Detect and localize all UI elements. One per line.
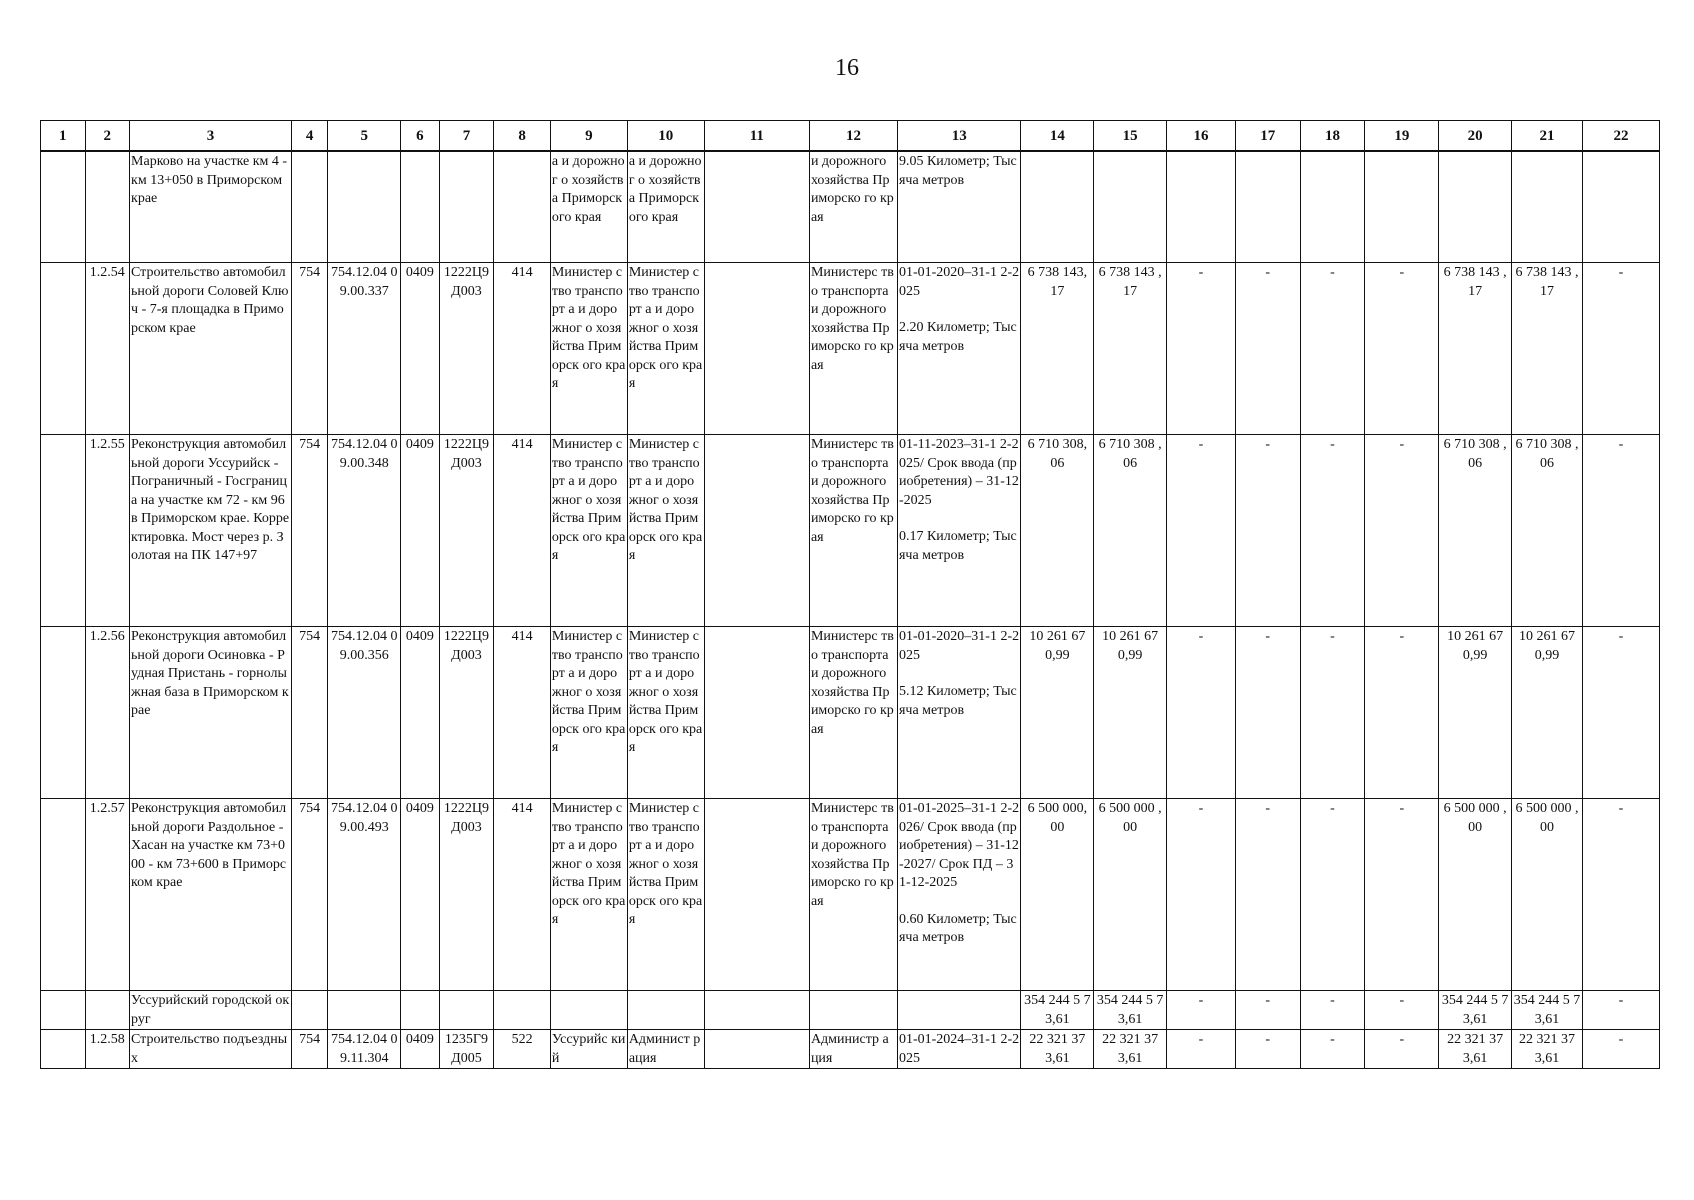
cell-13-capacity: 2.20 Километр; Тысяча метров <box>898 320 1017 354</box>
cell-19: - <box>1365 435 1439 627</box>
cell-18 <box>1300 151 1365 263</box>
cell-5: 754.12.04 09.11.304 <box>328 1030 401 1069</box>
cell-13 <box>897 799 1020 991</box>
cell-6 <box>401 991 439 1030</box>
cell-9: Уссурийс кий <box>550 1030 627 1069</box>
column-header-12: 12 <box>809 121 897 152</box>
cell-9: Министер ство транспорт а и дорожног о хозяйства Приморск ого края <box>550 627 627 799</box>
cell-13 <box>897 627 1020 799</box>
cell-8: 414 <box>494 263 551 435</box>
cell-22 <box>1582 151 1659 263</box>
cell-4: 754 <box>291 799 327 991</box>
cell-18: - <box>1300 1030 1365 1069</box>
cell-17: - <box>1235 263 1300 435</box>
cell-13-capacity: 5.12 Километр; Тысяча метров <box>898 684 1017 718</box>
cell-1 <box>41 151 86 263</box>
cell-row-number: 1.2.54 <box>85 263 130 435</box>
column-header-15: 15 <box>1094 121 1167 152</box>
cell-22: - <box>1582 991 1659 1030</box>
cell-13-period: 01-11-2023–31-1 2-2025/ Срок ввода (приобретения) – 31-12-2025 <box>898 437 1019 508</box>
cell-8 <box>494 991 551 1030</box>
cell-19 <box>1365 151 1439 263</box>
cell-16: - <box>1167 263 1236 435</box>
cell-20: 6 710 308 ,06 <box>1439 435 1512 627</box>
cell-20: 10 261 67 0,99 <box>1439 627 1512 799</box>
cell-21: 6 710 308 ,06 <box>1512 435 1583 627</box>
cell-4: 754 <box>291 435 327 627</box>
cell-row-number: 1.2.55 <box>85 435 130 627</box>
cell-10: а и дорожног о хозяйства Приморск ого края <box>627 151 704 263</box>
cell-16: - <box>1167 991 1236 1030</box>
cell-22: - <box>1582 799 1659 991</box>
cell-18: - <box>1300 627 1365 799</box>
header-row <box>41 121 1660 152</box>
cell-18: - <box>1300 435 1365 627</box>
cell-12: Министерс тво транспорта и дорожного хозяйства Приморско го края <box>809 627 897 799</box>
cell-11 <box>704 151 809 263</box>
cell-21: 10 261 67 0,99 <box>1512 627 1583 799</box>
cell-8: 414 <box>494 799 551 991</box>
cell-12 <box>809 991 897 1030</box>
cell-12: Министерс тво транспорта и дорожного хозяйства Приморско го края <box>809 263 897 435</box>
cell-7: 1222Ц9 Д003 <box>439 435 494 627</box>
cell-5: 754.12.04 09.00.493 <box>328 799 401 991</box>
cell-13: 9.05 Километр; Тысяча метров <box>897 151 1020 263</box>
cell-18: - <box>1300 991 1365 1030</box>
cell-9 <box>550 991 627 1030</box>
column-header-6: 6 <box>401 121 439 152</box>
cell-row-number: 1.2.57 <box>85 799 130 991</box>
cell-16: - <box>1167 1030 1236 1069</box>
cell-21 <box>1512 151 1583 263</box>
cell-18: - <box>1300 799 1365 991</box>
cell-20: 22 321 37 3,61 <box>1439 1030 1512 1069</box>
cell-6 <box>401 151 439 263</box>
cell-4 <box>291 991 327 1030</box>
cell-5: 754.12.04 09.00.337 <box>328 263 401 435</box>
cell-14: 6 738 143, 17 <box>1021 263 1094 435</box>
cell-14: 6 500 000, 00 <box>1021 799 1094 991</box>
page-number: 16 <box>835 55 859 81</box>
cell-1 <box>41 799 86 991</box>
cell-7: 1222Ц9 Д003 <box>439 263 494 435</box>
cell-5: 754.12.04 09.00.348 <box>328 435 401 627</box>
column-header-9: 9 <box>550 121 627 152</box>
cell-7: 1235Г9 Д005 <box>439 1030 494 1069</box>
cell-10: Админист рация <box>627 1030 704 1069</box>
cell-13-capacity: 0.17 Километр; Тысяча метров <box>898 529 1017 563</box>
cell-15: 22 321 37 3,61 <box>1094 1030 1167 1069</box>
cell-10: Министер ство транспорт а и дорожног о хозяйства Приморск ого края <box>627 263 704 435</box>
cell-16 <box>1167 151 1236 263</box>
column-header-7: 7 <box>439 121 494 152</box>
cell-12: Министерс тво транспорта и дорожного хозяйства Приморско го края <box>809 799 897 991</box>
cell-17: - <box>1235 627 1300 799</box>
cell-1 <box>41 991 86 1030</box>
cell-16: - <box>1167 435 1236 627</box>
column-header-3: 3 <box>130 121 292 152</box>
cell-object-name: Строительство автомобильной дороги Соловей Ключ - 7-я площадка в Приморском крае <box>130 263 292 435</box>
cell-13 <box>897 263 1020 435</box>
cell-object-name: Строительство подъездных <box>130 1030 292 1069</box>
column-header-14: 14 <box>1021 121 1094 152</box>
cell-7 <box>439 151 494 263</box>
budget-table <box>40 120 1660 1069</box>
cell-7: 1222Ц9 Д003 <box>439 799 494 991</box>
cell-14: 6 710 308, 06 <box>1021 435 1094 627</box>
cell-11 <box>704 627 809 799</box>
cell-21: 354 244 5 73,61 <box>1512 991 1583 1030</box>
column-header-17: 17 <box>1235 121 1300 152</box>
cell-15: 6 710 308 ,06 <box>1094 435 1167 627</box>
cell-9: Министер ство транспорт а и дорожног о хозяйства Приморск ого края <box>550 263 627 435</box>
column-header-19: 19 <box>1365 121 1439 152</box>
cell-18: - <box>1300 263 1365 435</box>
column-header-10: 10 <box>627 121 704 152</box>
column-header-20: 20 <box>1439 121 1512 152</box>
cell-4 <box>291 151 327 263</box>
cell-21: 22 321 37 3,61 <box>1512 1030 1583 1069</box>
cell-10: Министер ство транспорт а и дорожног о хозяйства Приморск ого края <box>627 799 704 991</box>
cell-11 <box>704 799 809 991</box>
cell-6: 0409 <box>401 1030 439 1069</box>
cell-4: 754 <box>291 1030 327 1069</box>
cell-7 <box>439 991 494 1030</box>
cell-12: Министерс тво транспорта и дорожного хозяйства Приморско го края <box>809 435 897 627</box>
cell-13-period: 01-01-2020–31-1 2-2025 <box>898 265 1020 299</box>
column-header-5: 5 <box>328 121 401 152</box>
column-header-11: 11 <box>704 121 809 152</box>
cell-10: Министер ство транспорт а и дорожног о хозяйства Приморск ого края <box>627 627 704 799</box>
table-row <box>41 263 1660 435</box>
cell-object-name: Реконструкция автомобильной дороги Уссурийск - Пограничный - Госграница на участке км 72 - км 96 в Приморском крае. Корректировка. Мост через р. Золотая на ПК 147+97 <box>130 435 292 627</box>
cell-13-capacity: 0.60 Километр; Тысяча метров <box>898 911 1017 945</box>
cell-13-period: 01-01-2020–31-1 2-2025 <box>898 629 1020 663</box>
table-row <box>41 627 1660 799</box>
column-header-13: 13 <box>897 121 1020 152</box>
cell-11 <box>704 263 809 435</box>
cell-8: 414 <box>494 435 551 627</box>
cell-17: - <box>1235 435 1300 627</box>
cell-1 <box>41 263 86 435</box>
cell-13 <box>897 991 1020 1030</box>
cell-19: - <box>1365 799 1439 991</box>
cell-15: 6 500 000 ,00 <box>1094 799 1167 991</box>
column-header-2: 2 <box>85 121 130 152</box>
cell-2 <box>85 151 130 263</box>
cell-12: Администр ация <box>809 1030 897 1069</box>
cell-11 <box>704 1030 809 1069</box>
column-header-21: 21 <box>1512 121 1583 152</box>
cell-10: Министер ство транспорт а и дорожног о хозяйства Приморск ого края <box>627 435 704 627</box>
cell-1 <box>41 627 86 799</box>
cell-19: - <box>1365 627 1439 799</box>
column-header-1: 1 <box>41 121 86 152</box>
cell-10 <box>627 991 704 1030</box>
cell-22: - <box>1582 263 1659 435</box>
column-header-18: 18 <box>1300 121 1365 152</box>
cell-11 <box>704 435 809 627</box>
cell-9: а и дорожног о хозяйства Приморск ого края <box>550 151 627 263</box>
cell-4: 754 <box>291 627 327 799</box>
cell-5: 754.12.04 09.00.356 <box>328 627 401 799</box>
cell-2 <box>85 991 130 1030</box>
cell-11 <box>704 991 809 1030</box>
cell-15: 354 244 5 73,61 <box>1094 991 1167 1030</box>
cell-row-number: 1.2.56 <box>85 627 130 799</box>
cell-19: - <box>1365 263 1439 435</box>
cell-16: - <box>1167 799 1236 991</box>
cell-7: 1222Ц9 Д003 <box>439 627 494 799</box>
cell-9: Министер ство транспорт а и дорожног о хозяйства Приморск ого края <box>550 799 627 991</box>
cell-16: - <box>1167 627 1236 799</box>
cell-14: 10 261 67 0,99 <box>1021 627 1094 799</box>
cell-6: 0409 <box>401 435 439 627</box>
cell-1 <box>41 1030 86 1069</box>
cell-6: 0409 <box>401 263 439 435</box>
cell-5 <box>328 991 401 1030</box>
table-row-continuation <box>41 151 1660 263</box>
cell-row-number: 1.2.58 <box>85 1030 130 1069</box>
subtotal-row <box>41 991 1660 1030</box>
cell-19: - <box>1365 991 1439 1030</box>
column-header-4: 4 <box>291 121 327 152</box>
column-header-22: 22 <box>1582 121 1659 152</box>
cell-6: 0409 <box>401 627 439 799</box>
cell-1 <box>41 435 86 627</box>
cell-15: 6 738 143 ,17 <box>1094 263 1167 435</box>
cell-22: - <box>1582 1030 1659 1069</box>
cell-17: - <box>1235 1030 1300 1069</box>
subtotal-label: Уссурийский городской округ <box>130 991 292 1030</box>
cell-4: 754 <box>291 263 327 435</box>
cell-8 <box>494 151 551 263</box>
column-header-8: 8 <box>494 121 551 152</box>
cell-21: 6 500 000 ,00 <box>1512 799 1583 991</box>
cell-21: 6 738 143 ,17 <box>1512 263 1583 435</box>
cell-14: 354 244 5 73,61 <box>1021 991 1094 1030</box>
cell-20: 354 244 5 73,61 <box>1439 991 1512 1030</box>
cell-17 <box>1235 151 1300 263</box>
table-row <box>41 1030 1660 1069</box>
cell-object-name: Марково на участке км 4 - км 13+050 в Приморском крае <box>130 151 292 263</box>
table-row <box>41 435 1660 627</box>
cell-20 <box>1439 151 1512 263</box>
cell-9: Министер ство транспорт а и дорожног о хозяйства Приморск ого края <box>550 435 627 627</box>
cell-17: - <box>1235 799 1300 991</box>
cell-15 <box>1094 151 1167 263</box>
table-row <box>41 799 1660 991</box>
cell-8: 522 <box>494 1030 551 1069</box>
cell-20: 6 500 000 ,00 <box>1439 799 1512 991</box>
cell-22: - <box>1582 627 1659 799</box>
cell-13 <box>897 435 1020 627</box>
cell-object-name: Реконструкция автомобильной дороги Раздольное - Хасан на участке км 73+000 - км 73+600 в Приморском крае <box>130 799 292 991</box>
cell-5 <box>328 151 401 263</box>
cell-20: 6 738 143 ,17 <box>1439 263 1512 435</box>
cell-object-name: Реконструкция автомобильной дороги Осиновка - Рудная Пристань - горнолыжная база в Приморском крае <box>130 627 292 799</box>
cell-6: 0409 <box>401 799 439 991</box>
cell-14: 22 321 37 3,61 <box>1021 1030 1094 1069</box>
cell-15: 10 261 67 0,99 <box>1094 627 1167 799</box>
cell-8: 414 <box>494 627 551 799</box>
cell-17: - <box>1235 991 1300 1030</box>
column-header-16: 16 <box>1167 121 1236 152</box>
cell-13-period: 01-01-2025–31-1 2-2026/ Срок ввода (приобретения) – 31-12-2027/ Срок ПД – 31-12-2025 <box>898 801 1020 890</box>
cell-19: - <box>1365 1030 1439 1069</box>
cell-22: - <box>1582 435 1659 627</box>
cell-13: 01-01-2024–31-1 2-2025 <box>897 1030 1020 1069</box>
cell-12: и дорожного хозяйства Приморско го края <box>809 151 897 263</box>
cell-14 <box>1021 151 1094 263</box>
